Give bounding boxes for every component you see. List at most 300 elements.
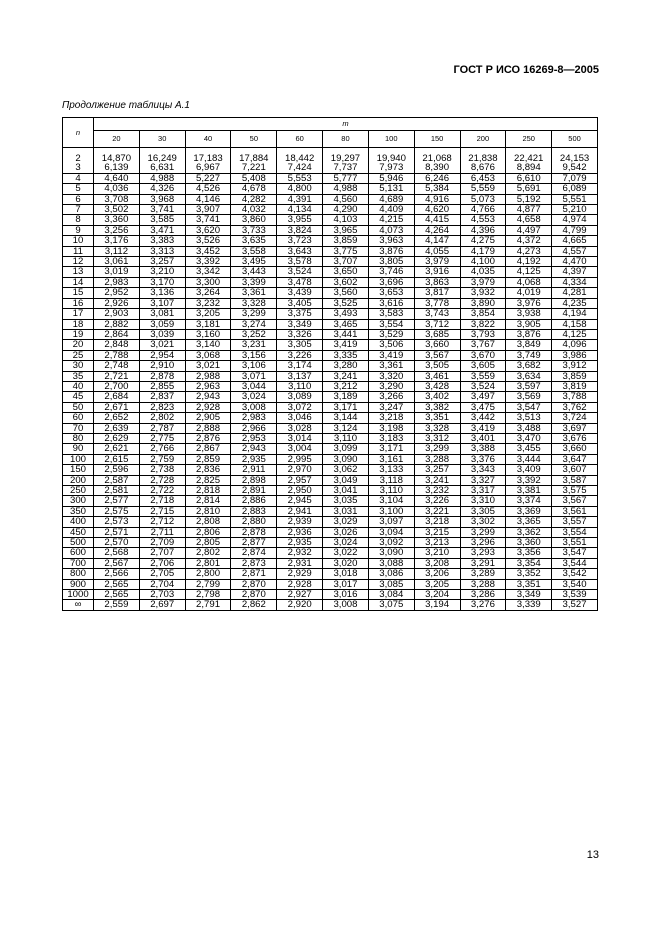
table-cell: 4,235 <box>552 298 598 308</box>
table-cell: 4,281 <box>552 288 598 298</box>
table-cell: 3,018 <box>323 569 369 579</box>
table-cell: 22,421 <box>506 148 552 164</box>
table-row <box>63 257 598 267</box>
table-cell: 3,090 <box>368 548 414 558</box>
table-cell: 3,567 <box>552 496 598 506</box>
table-cell: 3,527 <box>552 600 598 610</box>
row-label-n: 20 <box>63 340 94 350</box>
table-cell: 3,206 <box>414 569 460 579</box>
table-cell: 2,787 <box>139 423 185 433</box>
table-cell: 3,210 <box>414 548 460 558</box>
table-cell: 3,912 <box>552 361 598 371</box>
table-cell: 3,232 <box>185 298 231 308</box>
table-cell: 3,471 <box>139 225 185 235</box>
table-cell: 3,232 <box>414 486 460 496</box>
table-cell: 6,089 <box>552 184 598 194</box>
table-cell: 3,524 <box>460 381 506 391</box>
table-cell: 3,409 <box>506 465 552 475</box>
table-cell: 2,568 <box>94 548 140 558</box>
table-cell: 3,352 <box>506 569 552 579</box>
table-cell: 2,943 <box>185 392 231 402</box>
table-cell: 3,276 <box>460 600 506 610</box>
row-label-n: 250 <box>63 486 94 496</box>
row-label-n: 200 <box>63 475 94 485</box>
table-cell: 5,192 <box>506 194 552 204</box>
row-label-n: 17 <box>63 309 94 319</box>
table-cell: 3,979 <box>460 277 506 287</box>
table-cell: 2,928 <box>185 402 231 412</box>
table-cell: 3,088 <box>368 558 414 568</box>
table-cell: 4,526 <box>185 184 231 194</box>
table-cell: 3,212 <box>323 381 369 391</box>
row-label-n: 7 <box>63 205 94 215</box>
table-cell: 3,110 <box>368 486 414 496</box>
table-cell: 3,419 <box>323 340 369 350</box>
table-cell: 21,068 <box>414 148 460 164</box>
row-label-n: 4 <box>63 173 94 183</box>
table-cell: 3,288 <box>414 454 460 464</box>
table-cell: 3,597 <box>506 381 552 391</box>
table-cell: 2,891 <box>231 486 277 496</box>
table-cell: 4,134 <box>277 205 323 215</box>
table-row <box>63 579 598 589</box>
table-row <box>63 496 598 506</box>
table-cell: 3,097 <box>368 517 414 527</box>
table-cell: 3,551 <box>552 538 598 548</box>
table-cell: 3,762 <box>552 402 598 412</box>
table-cell: 2,775 <box>139 433 185 443</box>
table-cell: 4,334 <box>552 277 598 287</box>
data-table <box>62 117 598 611</box>
table-cell: 3,081 <box>139 309 185 319</box>
table-cell: 5,131 <box>368 184 414 194</box>
table-cell: 3,506 <box>368 340 414 350</box>
table-cell: 3,905 <box>506 319 552 329</box>
table-cell: 2,715 <box>139 506 185 516</box>
table-row <box>63 184 598 194</box>
table-cell: 3,014 <box>277 433 323 443</box>
table-cell: 2,935 <box>277 538 323 548</box>
table-cell: 2,565 <box>94 579 140 589</box>
table-cell: 3,505 <box>414 361 460 371</box>
table-cell: 3,247 <box>368 402 414 412</box>
table-cell: 3,170 <box>139 277 185 287</box>
table-cell: 3,022 <box>323 548 369 558</box>
table-cell: 3,028 <box>277 423 323 433</box>
table-cell: 3,849 <box>506 340 552 350</box>
table-cell: 3,020 <box>323 558 369 568</box>
table-row <box>63 454 598 464</box>
table-cell: 3,767 <box>460 340 506 350</box>
table-cell: 3,916 <box>414 267 460 277</box>
table-cell: 3,140 <box>185 340 231 350</box>
table-cell: 3,094 <box>368 527 414 537</box>
table-cell: 9,542 <box>552 163 598 173</box>
table-cell: 3,299 <box>460 527 506 537</box>
table-row <box>63 215 598 225</box>
table-cell: 2,808 <box>185 517 231 527</box>
column-header-m-150: 150 <box>414 131 460 148</box>
table-cell: 3,859 <box>552 371 598 381</box>
table-cell: 6,139 <box>94 163 140 173</box>
table-row <box>63 600 598 610</box>
table-cell: 2,721 <box>94 371 140 381</box>
table-cell: 4,125 <box>506 267 552 277</box>
table-cell: 2,791 <box>185 600 231 610</box>
table-cell: 3,213 <box>414 538 460 548</box>
row-label-n: 500 <box>63 538 94 548</box>
table-cell: 4,988 <box>139 173 185 183</box>
table-cell: 2,941 <box>277 506 323 516</box>
table-cell: 2,814 <box>185 496 231 506</box>
table-cell: 4,553 <box>460 215 506 225</box>
row-label-n: 50 <box>63 402 94 412</box>
table-cell: 4,396 <box>460 225 506 235</box>
table-cell: 2,855 <box>139 381 185 391</box>
table-cell: 2,878 <box>231 527 277 537</box>
table-cell: 2,671 <box>94 402 140 412</box>
row-label-n: 400 <box>63 517 94 527</box>
table-row <box>63 475 598 485</box>
table-cell: 2,700 <box>94 381 140 391</box>
table-cell: 4,125 <box>552 329 598 339</box>
table-cell: 2,882 <box>94 319 140 329</box>
table-cell: 3,160 <box>185 329 231 339</box>
table-cell: 3,264 <box>185 288 231 298</box>
row-label-n: 350 <box>63 506 94 516</box>
table-cell: 4,275 <box>460 236 506 246</box>
table-cell: 3,513 <box>506 413 552 423</box>
table-cell: 2,575 <box>94 506 140 516</box>
table-row <box>63 548 598 558</box>
table-cell: 3,343 <box>460 465 506 475</box>
table-cell: 3,049 <box>323 475 369 485</box>
table-cell: 6,453 <box>460 173 506 183</box>
table-cell: 3,554 <box>368 319 414 329</box>
table-cell: 3,356 <box>506 548 552 558</box>
table-cell: 3,616 <box>368 298 414 308</box>
table-cell: 2,810 <box>185 506 231 516</box>
table-cell: 6,631 <box>139 163 185 173</box>
table-cell: 2,943 <box>231 444 277 454</box>
table-cell: 4,032 <box>231 205 277 215</box>
table-cell: 7,424 <box>277 163 323 173</box>
table-cell: 3,071 <box>231 371 277 381</box>
table-row <box>63 423 598 433</box>
table-cell: 3,443 <box>231 267 277 277</box>
table-cell: 4,640 <box>94 173 140 183</box>
table-cell: 2,871 <box>231 569 277 579</box>
table-cell: 3,607 <box>552 465 598 475</box>
table-cell: 3,349 <box>277 319 323 329</box>
row-label-n: 9 <box>63 225 94 235</box>
table-cell: 2,873 <box>231 558 277 568</box>
table-cell: 4,019 <box>506 288 552 298</box>
table-row <box>63 236 598 246</box>
row-label-n: 18 <box>63 319 94 329</box>
table-cell: 3,965 <box>323 225 369 235</box>
table-cell: 3,019 <box>94 267 140 277</box>
table-cell: 3,106 <box>231 361 277 371</box>
table-row <box>63 527 598 537</box>
table-cell: 2,911 <box>231 465 277 475</box>
table-cell: 4,036 <box>94 184 140 194</box>
row-label-n: 80 <box>63 433 94 443</box>
table-cell: 3,963 <box>368 236 414 246</box>
column-header-m-200: 200 <box>460 131 506 148</box>
table-cell: 3,320 <box>368 371 414 381</box>
table-cell: 3,221 <box>414 506 460 516</box>
table-cell: 2,596 <box>94 465 140 475</box>
table-cell: 5,384 <box>414 184 460 194</box>
table-cell: 3,266 <box>368 392 414 402</box>
table-cell: 3,189 <box>323 392 369 402</box>
column-header-row <box>63 131 598 148</box>
table-cell: 3,374 <box>506 496 552 506</box>
table-cell: 4,096 <box>552 340 598 350</box>
table-cell: 2,802 <box>185 548 231 558</box>
table-cell: 3,986 <box>552 350 598 360</box>
table-cell: 3,174 <box>277 361 323 371</box>
table-cell: 2,929 <box>277 569 323 579</box>
table-cell: 3,863 <box>414 277 460 287</box>
table-cell: 3,061 <box>94 257 140 267</box>
table-cell: 3,183 <box>368 433 414 443</box>
table-cell: 3,110 <box>323 433 369 443</box>
table-cell: 3,455 <box>506 444 552 454</box>
table-cell: 3,004 <box>277 444 323 454</box>
table-cell: 3,107 <box>139 298 185 308</box>
table-cell: 2,806 <box>185 527 231 537</box>
table-cell: 3,086 <box>368 569 414 579</box>
table-cell: 3,442 <box>460 413 506 423</box>
table-cell: 3,104 <box>368 496 414 506</box>
table-cell: 3,383 <box>139 236 185 246</box>
table-cell: 3,059 <box>139 319 185 329</box>
table-cell: 3,502 <box>94 205 140 215</box>
column-header-m-40: 40 <box>185 131 231 148</box>
table-row <box>63 277 598 287</box>
table-cell: 4,397 <box>552 267 598 277</box>
row-label-n: 19 <box>63 329 94 339</box>
table-cell: 2,566 <box>94 569 140 579</box>
table-cell: 2,577 <box>94 496 140 506</box>
table-cell: 2,706 <box>139 558 185 568</box>
table-cell: 5,553 <box>277 173 323 183</box>
table-cell: 2,995 <box>277 454 323 464</box>
table-cell: 3,938 <box>506 309 552 319</box>
row-label-n: 16 <box>63 298 94 308</box>
table-cell: 3,124 <box>323 423 369 433</box>
table-cell: 3,575 <box>552 486 598 496</box>
table-cell: 3,478 <box>277 277 323 287</box>
table-cell: 3,402 <box>414 392 460 402</box>
table-cell: 2,954 <box>139 350 185 360</box>
table-cell: 3,205 <box>185 309 231 319</box>
table-cell: 4,194 <box>552 309 598 319</box>
table-cell: 16,249 <box>139 148 185 164</box>
table-cell: 2,718 <box>139 496 185 506</box>
table-cell: 2,573 <box>94 517 140 527</box>
table-row <box>63 413 598 423</box>
table-cell: 2,571 <box>94 527 140 537</box>
table-row <box>63 538 598 548</box>
table-cell: 3,560 <box>323 288 369 298</box>
table-cell: 3,557 <box>552 517 598 527</box>
table-cell: 3,697 <box>552 423 598 433</box>
table-cell: 3,335 <box>323 350 369 360</box>
table-cell: 3,286 <box>460 590 506 600</box>
table-cell: 2,697 <box>139 600 185 610</box>
table-cell: 3,444 <box>506 454 552 464</box>
table-row <box>63 340 598 350</box>
table-row <box>63 173 598 183</box>
table-cell: 3,634 <box>506 371 552 381</box>
column-header-m-100: 100 <box>368 131 414 148</box>
table-cell: 4,800 <box>277 184 323 194</box>
row-label-n: 300 <box>63 496 94 506</box>
table-cell: 5,559 <box>460 184 506 194</box>
table-cell: 3,968 <box>139 194 185 204</box>
table-cell: 3,643 <box>277 246 323 256</box>
table-cell: 2,862 <box>231 600 277 610</box>
page-number: 13 <box>586 849 599 861</box>
table-cell: 2,728 <box>139 475 185 485</box>
table-cell: 4,689 <box>368 194 414 204</box>
table-cell: 2,880 <box>231 517 277 527</box>
table-cell: 4,470 <box>552 257 598 267</box>
table-cell: 8,894 <box>506 163 552 173</box>
table-cell: 5,551 <box>552 194 598 204</box>
table-cell: 3,907 <box>185 205 231 215</box>
table-cell: 3,932 <box>460 288 506 298</box>
table-cell: 3,405 <box>277 298 323 308</box>
table-cell: 3,955 <box>277 215 323 225</box>
table-cell: 4,877 <box>506 205 552 215</box>
table-cell: 2,711 <box>139 527 185 537</box>
table-cell: 2,983 <box>94 277 140 287</box>
row-label-n: 25 <box>63 350 94 360</box>
table-cell: 3,526 <box>185 236 231 246</box>
table-cell: 2,629 <box>94 433 140 443</box>
table-cell: 6,610 <box>506 173 552 183</box>
table-cell: 3,876 <box>506 329 552 339</box>
table-cell: 3,072 <box>277 402 323 412</box>
table-cell: 2,581 <box>94 486 140 496</box>
table-cell: 3,339 <box>506 600 552 610</box>
table-cell: 3,161 <box>368 454 414 464</box>
table-cell: 3,670 <box>460 350 506 360</box>
table-cell: 3,017 <box>323 579 369 589</box>
table-cell: 3,775 <box>323 246 369 256</box>
table-cell: 3,252 <box>231 329 277 339</box>
table-cell: 6,246 <box>414 173 460 183</box>
table-cell: 3,274 <box>231 319 277 329</box>
table-cell: 3,241 <box>414 475 460 485</box>
table-cell: 2,684 <box>94 392 140 402</box>
table-cell: 3,293 <box>460 548 506 558</box>
table-cell: 2,748 <box>94 361 140 371</box>
column-header-m-60: 60 <box>277 131 323 148</box>
table-cell: 5,227 <box>185 173 231 183</box>
table-cell: 2,870 <box>231 590 277 600</box>
table-cell: 2,703 <box>139 590 185 600</box>
table-cell: 4,103 <box>323 215 369 225</box>
table-cell: 3,682 <box>506 361 552 371</box>
table-cell: 2,927 <box>277 590 323 600</box>
table-cell: 2,707 <box>139 548 185 558</box>
table-cell: 3,822 <box>460 319 506 329</box>
table-cell: 3,194 <box>414 600 460 610</box>
table-row <box>63 444 598 454</box>
table-cell: 3,137 <box>277 371 323 381</box>
row-label-n: 5 <box>63 184 94 194</box>
row-label-n: 11 <box>63 246 94 256</box>
table-cell: 3,218 <box>368 413 414 423</box>
row-label-n: 3 <box>63 163 94 173</box>
table-cell: 5,946 <box>368 173 414 183</box>
table-cell: 2,722 <box>139 486 185 496</box>
table-cell: 2,818 <box>185 486 231 496</box>
row-label-n: 150 <box>63 465 94 475</box>
table-cell: 2,805 <box>185 538 231 548</box>
table-cell: 3,495 <box>231 257 277 267</box>
table-row <box>63 590 598 600</box>
table-cell: 3,039 <box>139 329 185 339</box>
document-header: ГОСТ Р ИСО 16269-8—2005 <box>453 64 599 76</box>
row-label-n: 70 <box>63 423 94 433</box>
table-cell: 2,565 <box>94 590 140 600</box>
table-cell: 3,327 <box>460 475 506 485</box>
table-cell: 3,026 <box>323 527 369 537</box>
table-cell: 3,089 <box>277 392 323 402</box>
table-cell: 2,953 <box>231 433 277 443</box>
table-cell: 3,290 <box>368 381 414 391</box>
table-cell: 4,035 <box>460 267 506 277</box>
table-cell: 3,041 <box>323 486 369 496</box>
row-label-n: 8 <box>63 215 94 225</box>
table-cell: 3,291 <box>460 558 506 568</box>
table-cell: 2,926 <box>94 298 140 308</box>
table-cell: 17,884 <box>231 148 277 164</box>
table-row <box>63 402 598 412</box>
table-cell: 4,620 <box>414 205 460 215</box>
table-cell: 3,360 <box>94 215 140 225</box>
column-header-m-30: 30 <box>139 131 185 148</box>
table-cell: 3,100 <box>368 506 414 516</box>
table-cell: 3,280 <box>323 361 369 371</box>
table-cell: 3,289 <box>460 569 506 579</box>
table-cell: 2,867 <box>185 444 231 454</box>
table-cell: 3,312 <box>414 433 460 443</box>
table-row <box>63 381 598 391</box>
table-cell: 3,778 <box>414 298 460 308</box>
table-cell: 3,583 <box>368 309 414 319</box>
table-cell: 3,381 <box>506 486 552 496</box>
table-cell: 3,171 <box>323 402 369 412</box>
column-header-m-50: 50 <box>231 131 277 148</box>
table-row <box>63 148 598 164</box>
table-cell: 3,578 <box>277 257 323 267</box>
table-cell: 3,062 <box>323 465 369 475</box>
table-cell: 3,401 <box>460 433 506 443</box>
row-variable-header: n <box>63 118 94 148</box>
table-cell: 4,678 <box>231 184 277 194</box>
table-cell: 3,136 <box>139 288 185 298</box>
table-cell: 2,615 <box>94 454 140 464</box>
table-cell: 3,226 <box>414 496 460 506</box>
table-cell: 3,326 <box>277 329 323 339</box>
